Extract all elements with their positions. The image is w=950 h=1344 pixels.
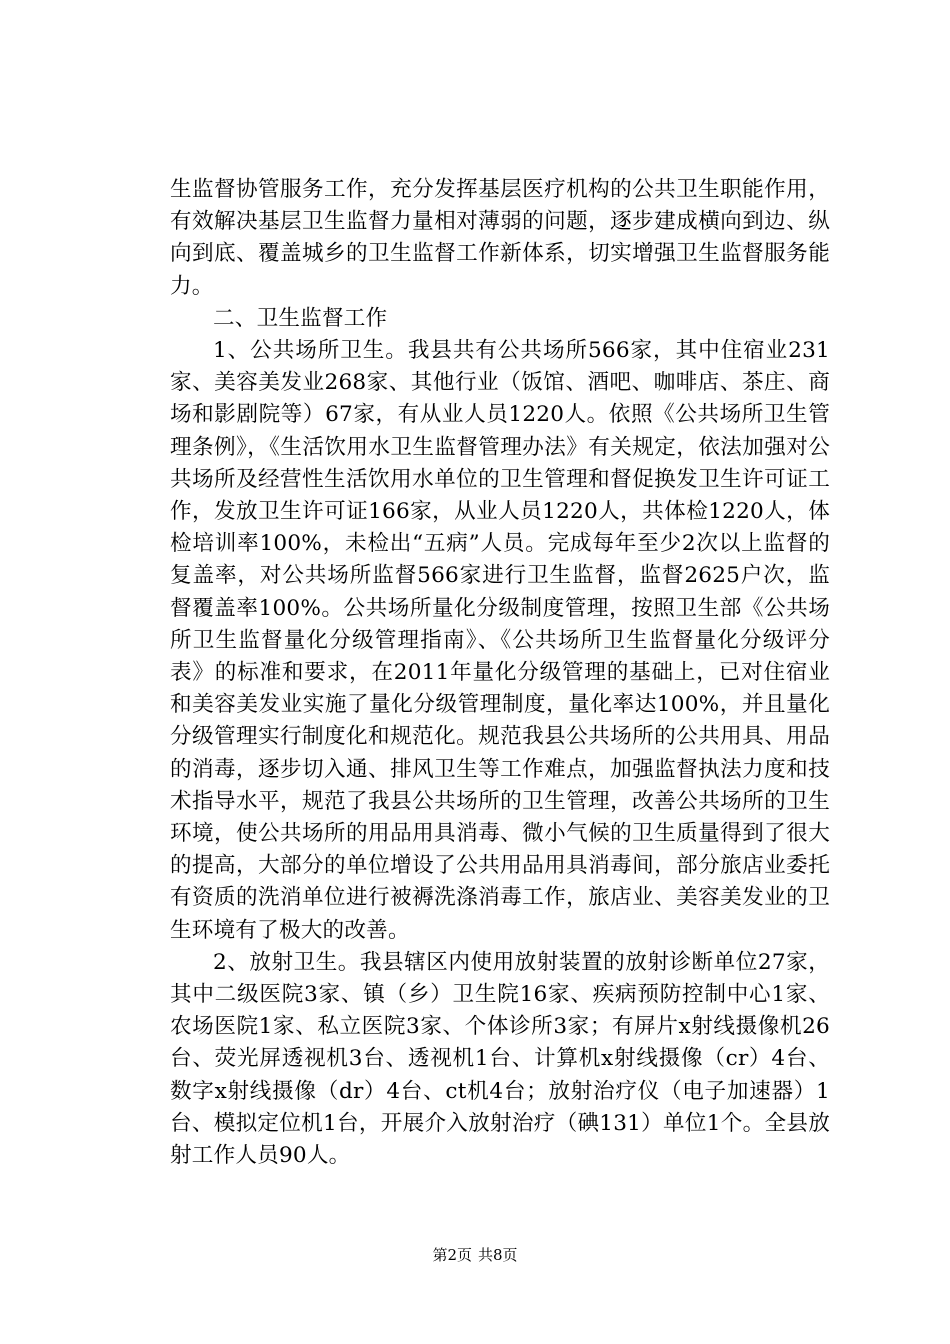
paragraph-radiation: 2、放射卫生。我县辖区内使用放射装置的放射诊断单位27家，其中二级医院3家、镇（乡）卫生院16家、疾病预防控制中心1家、农场医院1家、私立医院3家、个体诊所3家；有屏片x射线摄像机26台、荧光屏透视机3台、透视机1台、计算机x射线摄像（cr）4台、数字x射线摄像（dr）4台、ct机4台；放射治疗仪（电子加速器）1台、模拟定位机1台，开展介入放射治疗（碘131）单位1个。全县放射工作人员90人。 bbox=[170, 949, 830, 1169]
page-number: 第2页 bbox=[432, 1246, 472, 1264]
document-body bbox=[170, 174, 830, 1172]
section-heading: 二、卫生监督工作 bbox=[213, 305, 388, 331]
page-total: 共8页 bbox=[478, 1246, 518, 1264]
page-footer bbox=[0, 1245, 950, 1265]
paragraph-continuation: 生监督协管服务工作，充分发挥基层医疗机构的公共卫生职能作用，有效解决基层卫生监督力量相对薄弱的问题，逐步建成横向到边、纵向到底、覆盖城乡的卫生监督工作新体系，切实增强卫生监督服务能力。 bbox=[170, 177, 830, 299]
paragraph-public-places: 1、公共场所卫生。我县共有公共场所566家，其中住宿业231家、美容美发业268家、其他行业（饭馆、酒吧、咖啡店、茶庄、商场和影剧院等）67家，有从业人员1220人。依照《公共场所卫生管理条例》，《生活饮用水卫生监督管理办法》有关规定，依法加强对公共场所及经营性生活饮用水单位的卫生管理和督促换发卫生许可证工作，发放卫生许可证166家，从业人员1220人，共体检1220人，体检培训率100%，未检出“五病”人员。完成每年至少2次以上监督的复盖率，对公共场所监督566家进行卫生监督，监督2625户次，监督覆盖率100%。公共场所量化分级制度管理，按照卫生部《公共场所卫生监督量化分级管理指南》、《公共场所卫生监督量化分级评分表》的标准和要求，在2011年量化分级管理的基础上，已对住宿业和美容美发业实施了量化分级管理制度，量化率达100%，并且量化分级管理实行制度化和规范化。规范我县公共场所的公共用具、用品的消毒，逐步切入通、排风卫生等工作难点，加强监督执法力度和技术指导水平，规范了我县公共场所的卫生管理，改善公共场所的卫生环境，使公共场所的用品用具消毒、微小气候的卫生质量得到了很大的提高，大部分的单位增设了公共用品用具消毒间，部分旅店业委托有资质的洗消单位进行被褥洗涤消毒工作，旅店业、美容美发业的卫生环境有了极大的改善。 bbox=[170, 338, 830, 943]
